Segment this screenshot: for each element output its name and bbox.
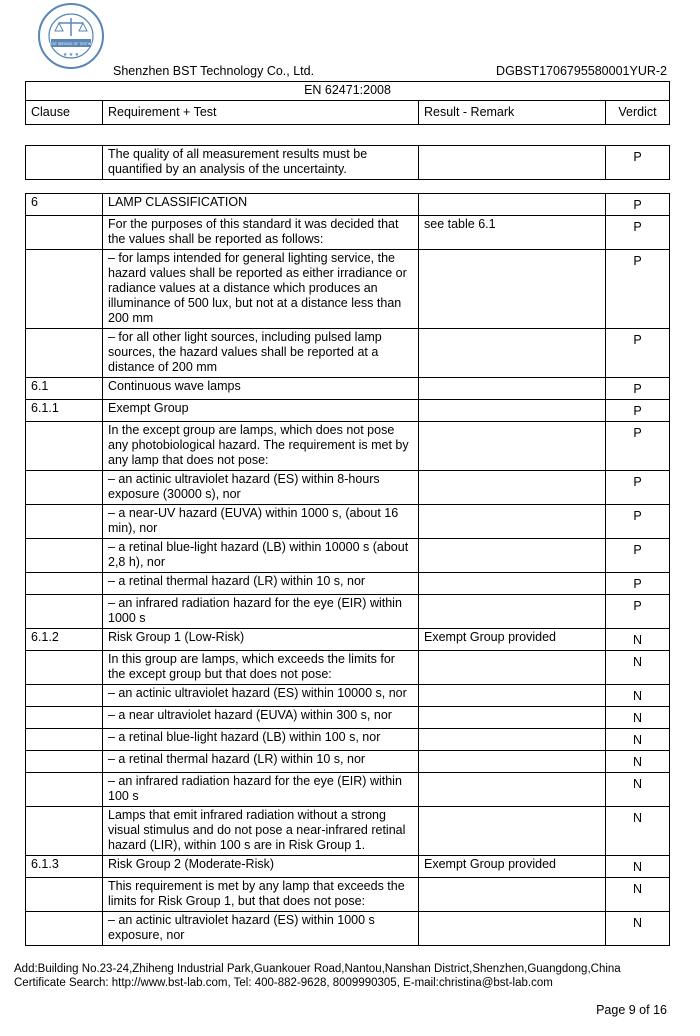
clause-cell xyxy=(26,329,103,378)
requirement-cell: In this group are lamps, which exceeds the limits for the except group but that does not pose: xyxy=(103,651,419,685)
result-cell xyxy=(419,194,606,216)
column-header-clause: Clause xyxy=(26,101,103,125)
footer-contact: Certificate Search: http://www.bst-lab.com, Tel: 400-882-9628, 8009990305, E-mail:christina@bst-lab.com xyxy=(14,977,553,989)
verdict-cell: P xyxy=(606,422,670,471)
requirement-cell: LAMP CLASSIFICATION xyxy=(103,194,419,216)
result-cell xyxy=(419,651,606,685)
clause-cell xyxy=(26,729,103,751)
requirement-cell: – an infrared radiation hazard for the eye (EIR) within 1000 s xyxy=(103,595,419,629)
table-row xyxy=(26,729,670,751)
verdict-cell: N xyxy=(606,773,670,807)
table-row xyxy=(26,329,670,378)
result-cell xyxy=(419,378,606,400)
table-row xyxy=(26,422,670,471)
result-cell: Exempt Group provided xyxy=(419,856,606,878)
verdict-cell: N xyxy=(606,751,670,773)
requirement-cell: – an actinic ultraviolet hazard (ES) within 8-hours exposure (30000 s), nor xyxy=(103,471,419,505)
requirements-table-top xyxy=(25,145,670,180)
result-cell xyxy=(419,595,606,629)
requirement-cell: – for all other light sources, including pulsed lamp sources, the hazard values shall be reported at a distance of 200 mm xyxy=(103,329,419,378)
table-row xyxy=(26,629,670,651)
clause-cell xyxy=(26,573,103,595)
verdict-cell: P xyxy=(606,378,670,400)
table-row xyxy=(26,912,670,946)
table-row xyxy=(26,878,670,912)
verdict-cell: P xyxy=(606,400,670,422)
svg-text:BEST SERVICE OF TESTING: BEST SERVICE OF TESTING xyxy=(48,42,94,46)
requirement-cell: – a near-UV hazard (EUVA) within 1000 s, (about 16 min), nor xyxy=(103,505,419,539)
clause-cell xyxy=(26,471,103,505)
requirement-cell: – for lamps intended for general lighting service, the hazard values shall be reported as either irradiance or radiance values at a distance which produces an illuminance of 500 lux, but not at a distance less than 200 mm xyxy=(103,250,419,329)
clause-cell xyxy=(26,539,103,573)
table-row xyxy=(26,194,670,216)
verdict-cell: N xyxy=(606,729,670,751)
verdict-cell: N xyxy=(606,807,670,856)
requirement-cell: – a retinal blue-light hazard (LB) within 100 s, nor xyxy=(103,729,419,751)
requirement-cell: – a retinal thermal hazard (LR) within 10 s, nor xyxy=(103,573,419,595)
clause-cell xyxy=(26,146,103,180)
verdict-cell: P xyxy=(606,505,670,539)
table-row xyxy=(26,400,670,422)
column-header-requirement: Requirement + Test xyxy=(103,101,419,125)
requirement-cell: – a near ultraviolet hazard (EUVA) within 300 s, nor xyxy=(103,707,419,729)
report-header-table xyxy=(25,81,670,125)
requirement-cell: Risk Group 1 (Low-Risk) xyxy=(103,629,419,651)
result-cell xyxy=(419,250,606,329)
verdict-cell: P xyxy=(606,595,670,629)
requirement-cell: For the purposes of this standard it was decided that the values shall be reported as follows: xyxy=(103,216,419,250)
table-row xyxy=(26,751,670,773)
table-row xyxy=(26,573,670,595)
requirement-cell: – an actinic ultraviolet hazard (ES) within 1000 s exposure, nor xyxy=(103,912,419,946)
clause-cell xyxy=(26,912,103,946)
verdict-cell: N xyxy=(606,651,670,685)
result-cell xyxy=(419,707,606,729)
verdict-cell: N xyxy=(606,856,670,878)
svg-text:★ ★ ★: ★ ★ ★ xyxy=(62,52,80,58)
result-cell xyxy=(419,878,606,912)
result-cell xyxy=(419,773,606,807)
table-row xyxy=(26,685,670,707)
column-header-verdict: Verdict xyxy=(606,101,670,125)
result-cell xyxy=(419,422,606,471)
table-row xyxy=(26,539,670,573)
verdict-cell: N xyxy=(606,685,670,707)
result-cell xyxy=(419,807,606,856)
table-row xyxy=(26,856,670,878)
table-row xyxy=(26,250,670,329)
clause-cell: 6.1.3 xyxy=(26,856,103,878)
requirement-cell: The quality of all measurement results must be quantified by an analysis of the uncertainty. xyxy=(103,146,419,180)
standard-title: EN 62471:2008 xyxy=(26,82,670,101)
clause-cell: 6 xyxy=(26,194,103,216)
verdict-cell: N xyxy=(606,707,670,729)
clause-cell xyxy=(26,595,103,629)
table-row xyxy=(26,595,670,629)
column-header-result: Result - Remark xyxy=(419,101,606,125)
table-row xyxy=(26,773,670,807)
result-cell xyxy=(419,685,606,707)
verdict-cell: N xyxy=(606,878,670,912)
clause-cell xyxy=(26,878,103,912)
result-cell xyxy=(419,539,606,573)
company-name: Shenzhen BST Technology Co., Ltd. xyxy=(113,64,315,78)
verdict-cell: P xyxy=(606,216,670,250)
verdict-cell: N xyxy=(606,912,670,946)
clause-cell xyxy=(26,250,103,329)
company-logo xyxy=(37,2,105,70)
clause-cell xyxy=(26,505,103,539)
table-row xyxy=(26,216,670,250)
verdict-cell: N xyxy=(606,629,670,651)
table-row xyxy=(26,807,670,856)
requirement-cell: – an actinic ultraviolet hazard (ES) within 10000 s, nor xyxy=(103,685,419,707)
verdict-cell: P xyxy=(606,194,670,216)
table-row xyxy=(26,471,670,505)
clause-cell xyxy=(26,685,103,707)
result-cell xyxy=(419,751,606,773)
footer-address: Add:Building No.23-24,Zhiheng Industrial Park,Guankouer Road,Nantou,Nanshan District,Shenzhen,Guangdong,China xyxy=(14,963,621,975)
requirement-cell: Exempt Group xyxy=(103,400,419,422)
result-cell xyxy=(419,400,606,422)
requirement-cell: Continuous wave lamps xyxy=(103,378,419,400)
result-cell xyxy=(419,912,606,946)
result-cell: see table 6.1 xyxy=(419,216,606,250)
requirement-cell: – a retinal blue-light hazard (LB) within 10000 s (about 2,8 h), nor xyxy=(103,539,419,573)
result-cell xyxy=(419,471,606,505)
verdict-cell: P xyxy=(606,539,670,573)
verdict-cell: P xyxy=(606,146,670,180)
clause-cell: 6.1.1 xyxy=(26,400,103,422)
clause-cell xyxy=(26,751,103,773)
table-row xyxy=(26,146,670,180)
verdict-cell: P xyxy=(606,329,670,378)
requirement-cell: Lamps that emit infrared radiation without a strong visual stimulus and do not pose a near-infrared retinal hazard (LIR), within 100 s are in Risk Group 1. xyxy=(103,807,419,856)
page-number: Page 9 of 16 xyxy=(596,1003,667,1017)
result-cell xyxy=(419,146,606,180)
clause-cell xyxy=(26,807,103,856)
result-cell: Exempt Group provided xyxy=(419,629,606,651)
clause-cell xyxy=(26,707,103,729)
report-number: DGBST1706795580001YUR-2 xyxy=(496,64,667,78)
requirement-cell: – a retinal thermal hazard (LR) within 10 s, nor xyxy=(103,751,419,773)
verdict-cell: P xyxy=(606,471,670,505)
result-cell xyxy=(419,729,606,751)
requirements-table xyxy=(25,193,670,946)
result-cell xyxy=(419,329,606,378)
result-cell xyxy=(419,573,606,595)
requirement-cell: This requirement is met by any lamp that exceeds the limits for Risk Group 1, but that does not pose: xyxy=(103,878,419,912)
requirement-cell: Risk Group 2 (Moderate-Risk) xyxy=(103,856,419,878)
verdict-cell: P xyxy=(606,573,670,595)
table-row xyxy=(26,378,670,400)
clause-cell xyxy=(26,773,103,807)
requirement-cell: – an infrared radiation hazard for the eye (EIR) within 100 s xyxy=(103,773,419,807)
clause-cell xyxy=(26,422,103,471)
clause-cell xyxy=(26,216,103,250)
clause-cell: 6.1 xyxy=(26,378,103,400)
result-cell xyxy=(419,505,606,539)
verdict-cell: P xyxy=(606,250,670,329)
requirement-cell: In the except group are lamps, which does not pose any photobiological hazard. The requirement is met by any lamp that does not pose: xyxy=(103,422,419,471)
table-row xyxy=(26,651,670,685)
table-row xyxy=(26,707,670,729)
table-row xyxy=(26,505,670,539)
clause-cell xyxy=(26,651,103,685)
clause-cell: 6.1.2 xyxy=(26,629,103,651)
